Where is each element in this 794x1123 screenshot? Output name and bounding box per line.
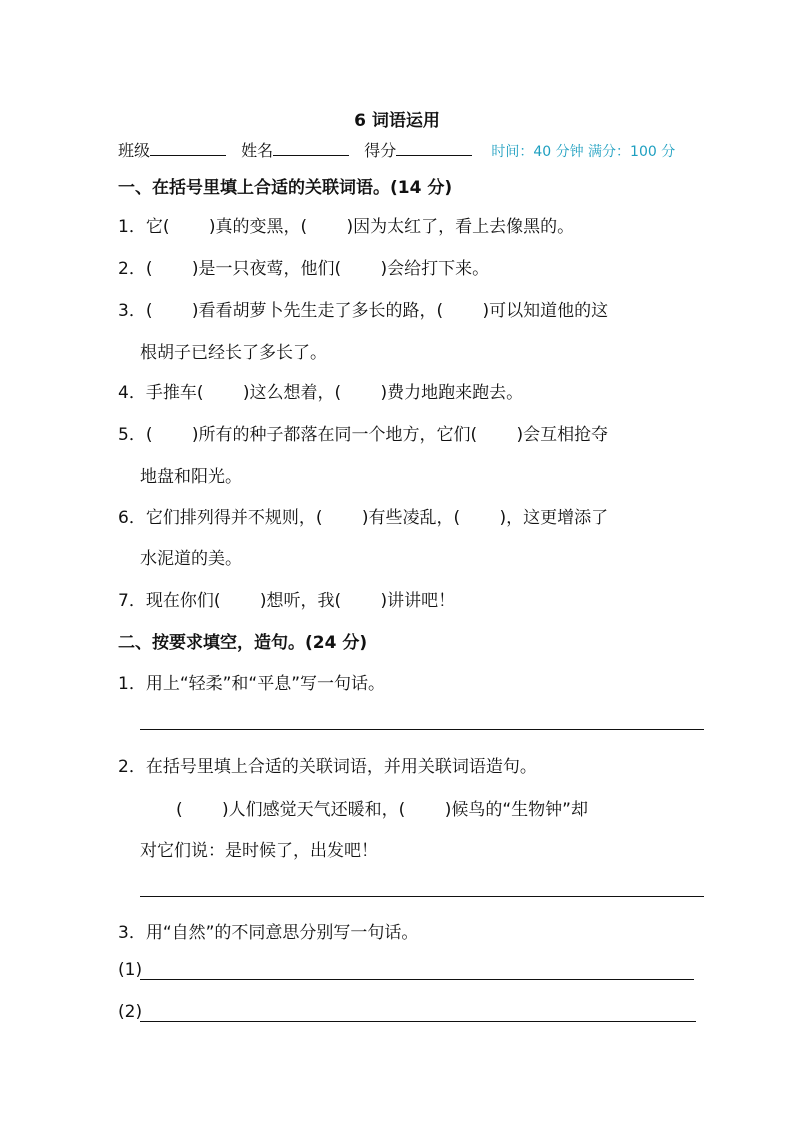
section2-heading: 二、按要求填空，造句。(24 分) <box>118 633 368 653</box>
section2-q2-sentence: ( )人们感觉天气还暖和，( )候鸟的“生物钟”却 <box>176 800 588 820</box>
section1-item-5-cont: 地盘和阳光。 <box>140 467 242 487</box>
section2-q3: 3．用“自然”的不同意思分别写一句话。 <box>118 923 419 943</box>
score-label: 得分 <box>364 141 397 160</box>
section1-item-3: 3．( )看看胡萝卜先生走了多长的路，( )可以知道他的这 <box>118 301 609 321</box>
score-blank[interactable] <box>396 141 472 156</box>
answer-line-q2[interactable] <box>140 896 704 897</box>
header-info <box>118 138 675 161</box>
answer-line-q3-1[interactable] <box>140 979 694 980</box>
section1-heading: 一、在括号里填上合适的关联词语。(14 分) <box>118 178 453 198</box>
page-title: 6 词语运用 <box>354 111 440 131</box>
class-label: 班级 <box>118 141 151 160</box>
class-blank[interactable] <box>150 141 226 156</box>
section1-item-7: 7．现在你们( )想听，我( )讲讲吧！ <box>118 591 456 611</box>
section1-item-6-cont: 水泥道的美。 <box>140 549 242 569</box>
answer-line-q3-2[interactable] <box>140 1021 696 1022</box>
section1-item-1: 1．它( )真的变黑，( )因为太红了，看上去像黑的。 <box>118 217 575 237</box>
section1-item-3-cont: 根胡子已经长了多长了。 <box>140 343 327 363</box>
section1-item-2: 2．( )是一只夜莺，他们( )会给打下来。 <box>118 259 490 279</box>
name-blank[interactable] <box>273 141 349 156</box>
time-info: 时间：40 分钟 满分：100 分 <box>491 144 676 160</box>
section2-q2-sentence-cont: 对它们说：是时候了，出发吧！ <box>140 841 378 861</box>
section2-q1: 1．用上“轻柔”和“平息”写一句话。 <box>118 674 386 694</box>
q3-label-1: (1) <box>118 960 143 980</box>
answer-line-q1[interactable] <box>140 729 704 730</box>
section1-item-5: 5．( )所有的种子都落在同一个地方，它们( )会互相抢夺 <box>118 425 609 445</box>
q3-label-2: (2) <box>118 1002 143 1022</box>
section1-item-6: 6．它们排列得并不规则，( )有些凌乱，( )，这更增添了 <box>118 508 609 528</box>
name-label: 姓名 <box>241 141 274 160</box>
section1-item-4: 4．手推车( )这么想着，( )费力地跑来跑去。 <box>118 383 524 403</box>
section2-q2: 2．在括号里填上合适的关联词语，并用关联词语造句。 <box>118 757 537 777</box>
